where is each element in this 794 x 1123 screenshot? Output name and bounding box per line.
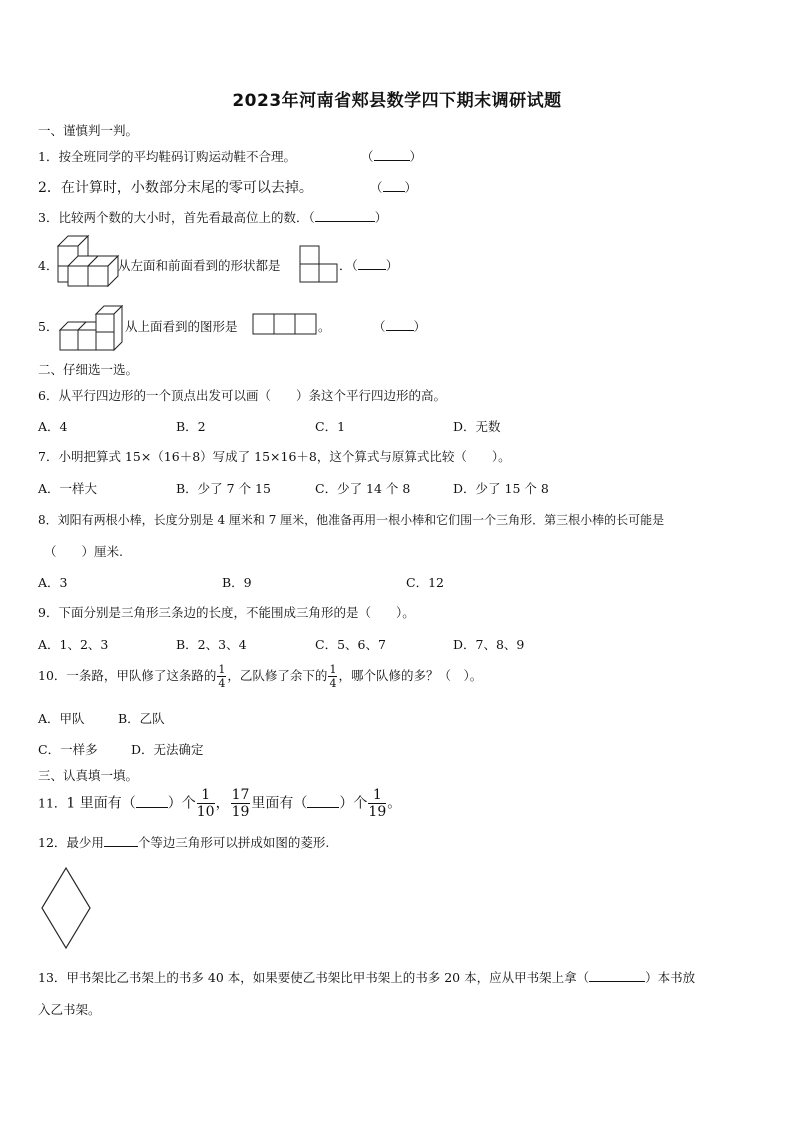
question-text: 刘阳有两根小棒，长度分别是 4 厘米和 7 厘米，他准备再用一根小棒和它们围一个三角形．第三根小棒的长可能是	[57, 513, 665, 527]
question-number: 2．	[38, 180, 61, 196]
paren-open: （	[373, 319, 386, 334]
question-13	[38, 968, 695, 986]
option-8-c[interactable]: C．12	[406, 575, 444, 590]
denominator: 10	[196, 804, 215, 820]
numerator: 1	[329, 663, 337, 676]
question-text-a: 最少用	[66, 835, 104, 850]
question-4-text: 从左面和前面看到的形状都是	[118, 258, 281, 273]
question-8-line2: （ ）厘米.	[44, 544, 123, 559]
option-8-b[interactable]: B．9	[222, 575, 252, 590]
fraction-one-nineteenth	[368, 788, 386, 819]
question-text-a: 1 里面有（	[66, 795, 136, 812]
question-number: 6．	[38, 388, 59, 403]
question-text-b: 个等边三角形可以拼成如图的菱形.	[137, 835, 330, 850]
separator: ，	[215, 795, 230, 812]
option-6-d[interactable]: D．无数	[453, 419, 501, 434]
question-11	[38, 788, 401, 819]
fraction-one-quarter	[217, 664, 226, 689]
question-text-c: ，哪个队修的多？（ ）。	[338, 668, 483, 683]
blank-line-2[interactable]	[307, 795, 339, 808]
answer-blank-5[interactable]	[373, 317, 426, 335]
fraction-17-19	[231, 788, 251, 819]
blank-line[interactable]	[383, 179, 405, 192]
question-6	[38, 386, 446, 404]
paren-close: ）	[409, 149, 423, 164]
question-text: 甲书架比乙书架上的书多 40 本，如果要使乙书架比甲书架上的书多 20 本，应从甲书架上拿（	[66, 970, 590, 985]
question-text: 从平行四边形的一个顶点出发可以画（ ）条这个平行四边形的高。	[58, 388, 446, 403]
question-text-b: ，乙队修了余下的	[227, 668, 328, 683]
question-7	[38, 447, 511, 465]
option-9-d[interactable]: D．7、8、9	[453, 637, 525, 652]
paren-open: （	[361, 149, 374, 164]
option-6-a[interactable]: A．4	[38, 419, 68, 434]
option-9-c[interactable]: C．5、6、7	[315, 637, 386, 652]
answer-blank-1[interactable]	[361, 147, 422, 165]
question-9	[38, 603, 415, 621]
question-1	[38, 147, 296, 165]
blank-line[interactable]	[358, 257, 386, 270]
question-number: 12．	[38, 835, 67, 850]
question-text: 小明把算式 15×（16＋8）写成了 15×16＋8，这个算式与原算式比较（ ）。	[58, 449, 511, 464]
blank-line-1[interactable]	[136, 795, 168, 808]
paren-close: ）	[404, 180, 418, 195]
rhombus-figure	[40, 866, 92, 950]
option-10-b[interactable]: B．乙队	[118, 711, 165, 726]
option-6-b[interactable]: B．2	[176, 419, 206, 434]
blank-line[interactable]	[386, 318, 414, 331]
question-number: 8．	[38, 513, 58, 527]
option-6-c[interactable]: C．1	[315, 419, 346, 434]
option-10-d[interactable]: D．无法确定	[131, 742, 204, 757]
question-text: 比较两个数的大小时，首先看最高位上的数．（	[58, 210, 315, 225]
section-heading-3: 三、认真填一填。	[38, 768, 139, 783]
denominator: 4	[329, 677, 337, 690]
tail-text: ．（	[339, 258, 358, 273]
question-number: 3．	[38, 210, 59, 225]
question-number: 10．	[38, 668, 67, 683]
question-text-c: 里面有（	[251, 795, 308, 812]
section-heading-1: 一、谨慎判一判。	[38, 123, 139, 138]
question-2	[38, 177, 313, 197]
blank-line[interactable]	[315, 209, 375, 222]
blank-line[interactable]	[104, 834, 138, 847]
question-text: 按全班同学的平均鞋码订购运动鞋不合理。	[58, 149, 296, 164]
numerator: 1	[218, 663, 226, 676]
question-number: 11．	[38, 795, 67, 811]
question-text: 在计算时，小数部分末尾的零可以去掉。	[60, 180, 313, 196]
paren-close: ）	[385, 258, 399, 273]
fraction-one-tenth	[197, 788, 215, 819]
question-text-a: 一条路，甲队修了这条路的	[66, 668, 217, 683]
answer-blank-4[interactable]	[339, 256, 398, 274]
question-number: 7．	[38, 449, 59, 464]
numerator: 1	[197, 788, 215, 804]
question-13-line2: 入乙书架。	[38, 1002, 101, 1017]
denominator: 4	[218, 677, 226, 690]
question-4-number: 4．	[38, 258, 59, 273]
top-view-figure	[252, 313, 318, 335]
question-text: 下面分别是三角形三条边的长度，不能围成三角形的是（ ）。	[58, 605, 415, 620]
option-7-c[interactable]: C．少了 14 个 8	[315, 481, 411, 496]
option-8-a[interactable]: A．3	[38, 575, 68, 590]
option-10-a[interactable]: A．甲队	[38, 711, 85, 726]
answer-blank-2[interactable]	[370, 178, 417, 196]
option-7-b[interactable]: B．少了 7 个 15	[176, 481, 271, 496]
question-5-tail: 。	[318, 319, 331, 334]
question-number: 1．	[38, 149, 59, 164]
question-10	[38, 664, 482, 689]
question-5-number: 5．	[38, 319, 59, 334]
numerator: 17	[231, 787, 250, 803]
question-8	[38, 511, 664, 528]
question-5-text: 从上面看到的图形是	[125, 319, 238, 334]
option-10-c[interactable]: C．一样多	[38, 742, 98, 757]
question-12	[38, 833, 329, 851]
denominator: 19	[231, 804, 250, 820]
option-7-a[interactable]: A．一样大	[38, 481, 98, 496]
section-heading-2: 二、仔细选一选。	[38, 362, 139, 377]
paren-close: ）	[374, 210, 388, 225]
option-7-d[interactable]: D．少了 15 个 8	[453, 481, 549, 496]
cube-stack-figure-1	[58, 234, 118, 292]
end-mark: 。	[387, 795, 402, 812]
blank-line[interactable]	[374, 148, 410, 161]
question-text-b: ）本书放	[645, 970, 696, 985]
question-number: 9．	[38, 605, 59, 620]
question-3	[38, 208, 387, 226]
question-number: 13．	[38, 970, 67, 985]
option-9-b[interactable]: B．2、3、4	[176, 637, 247, 652]
question-text-b: ）个	[167, 795, 196, 812]
cube-stack-figure-2	[60, 302, 126, 352]
view-shape-figure	[299, 245, 339, 283]
question-text-d: ）个	[339, 795, 368, 812]
numerator: 1	[368, 788, 386, 804]
page-title: 2023年河南省郏县数学四下期末调研试题	[232, 91, 562, 111]
paren-close: ）	[413, 319, 427, 334]
denominator: 19	[368, 804, 387, 820]
option-9-a[interactable]: A．1、2、3	[38, 637, 109, 652]
blank-line[interactable]	[589, 969, 645, 982]
paren-open: （	[370, 180, 383, 195]
fraction-one-quarter-2	[328, 664, 337, 689]
